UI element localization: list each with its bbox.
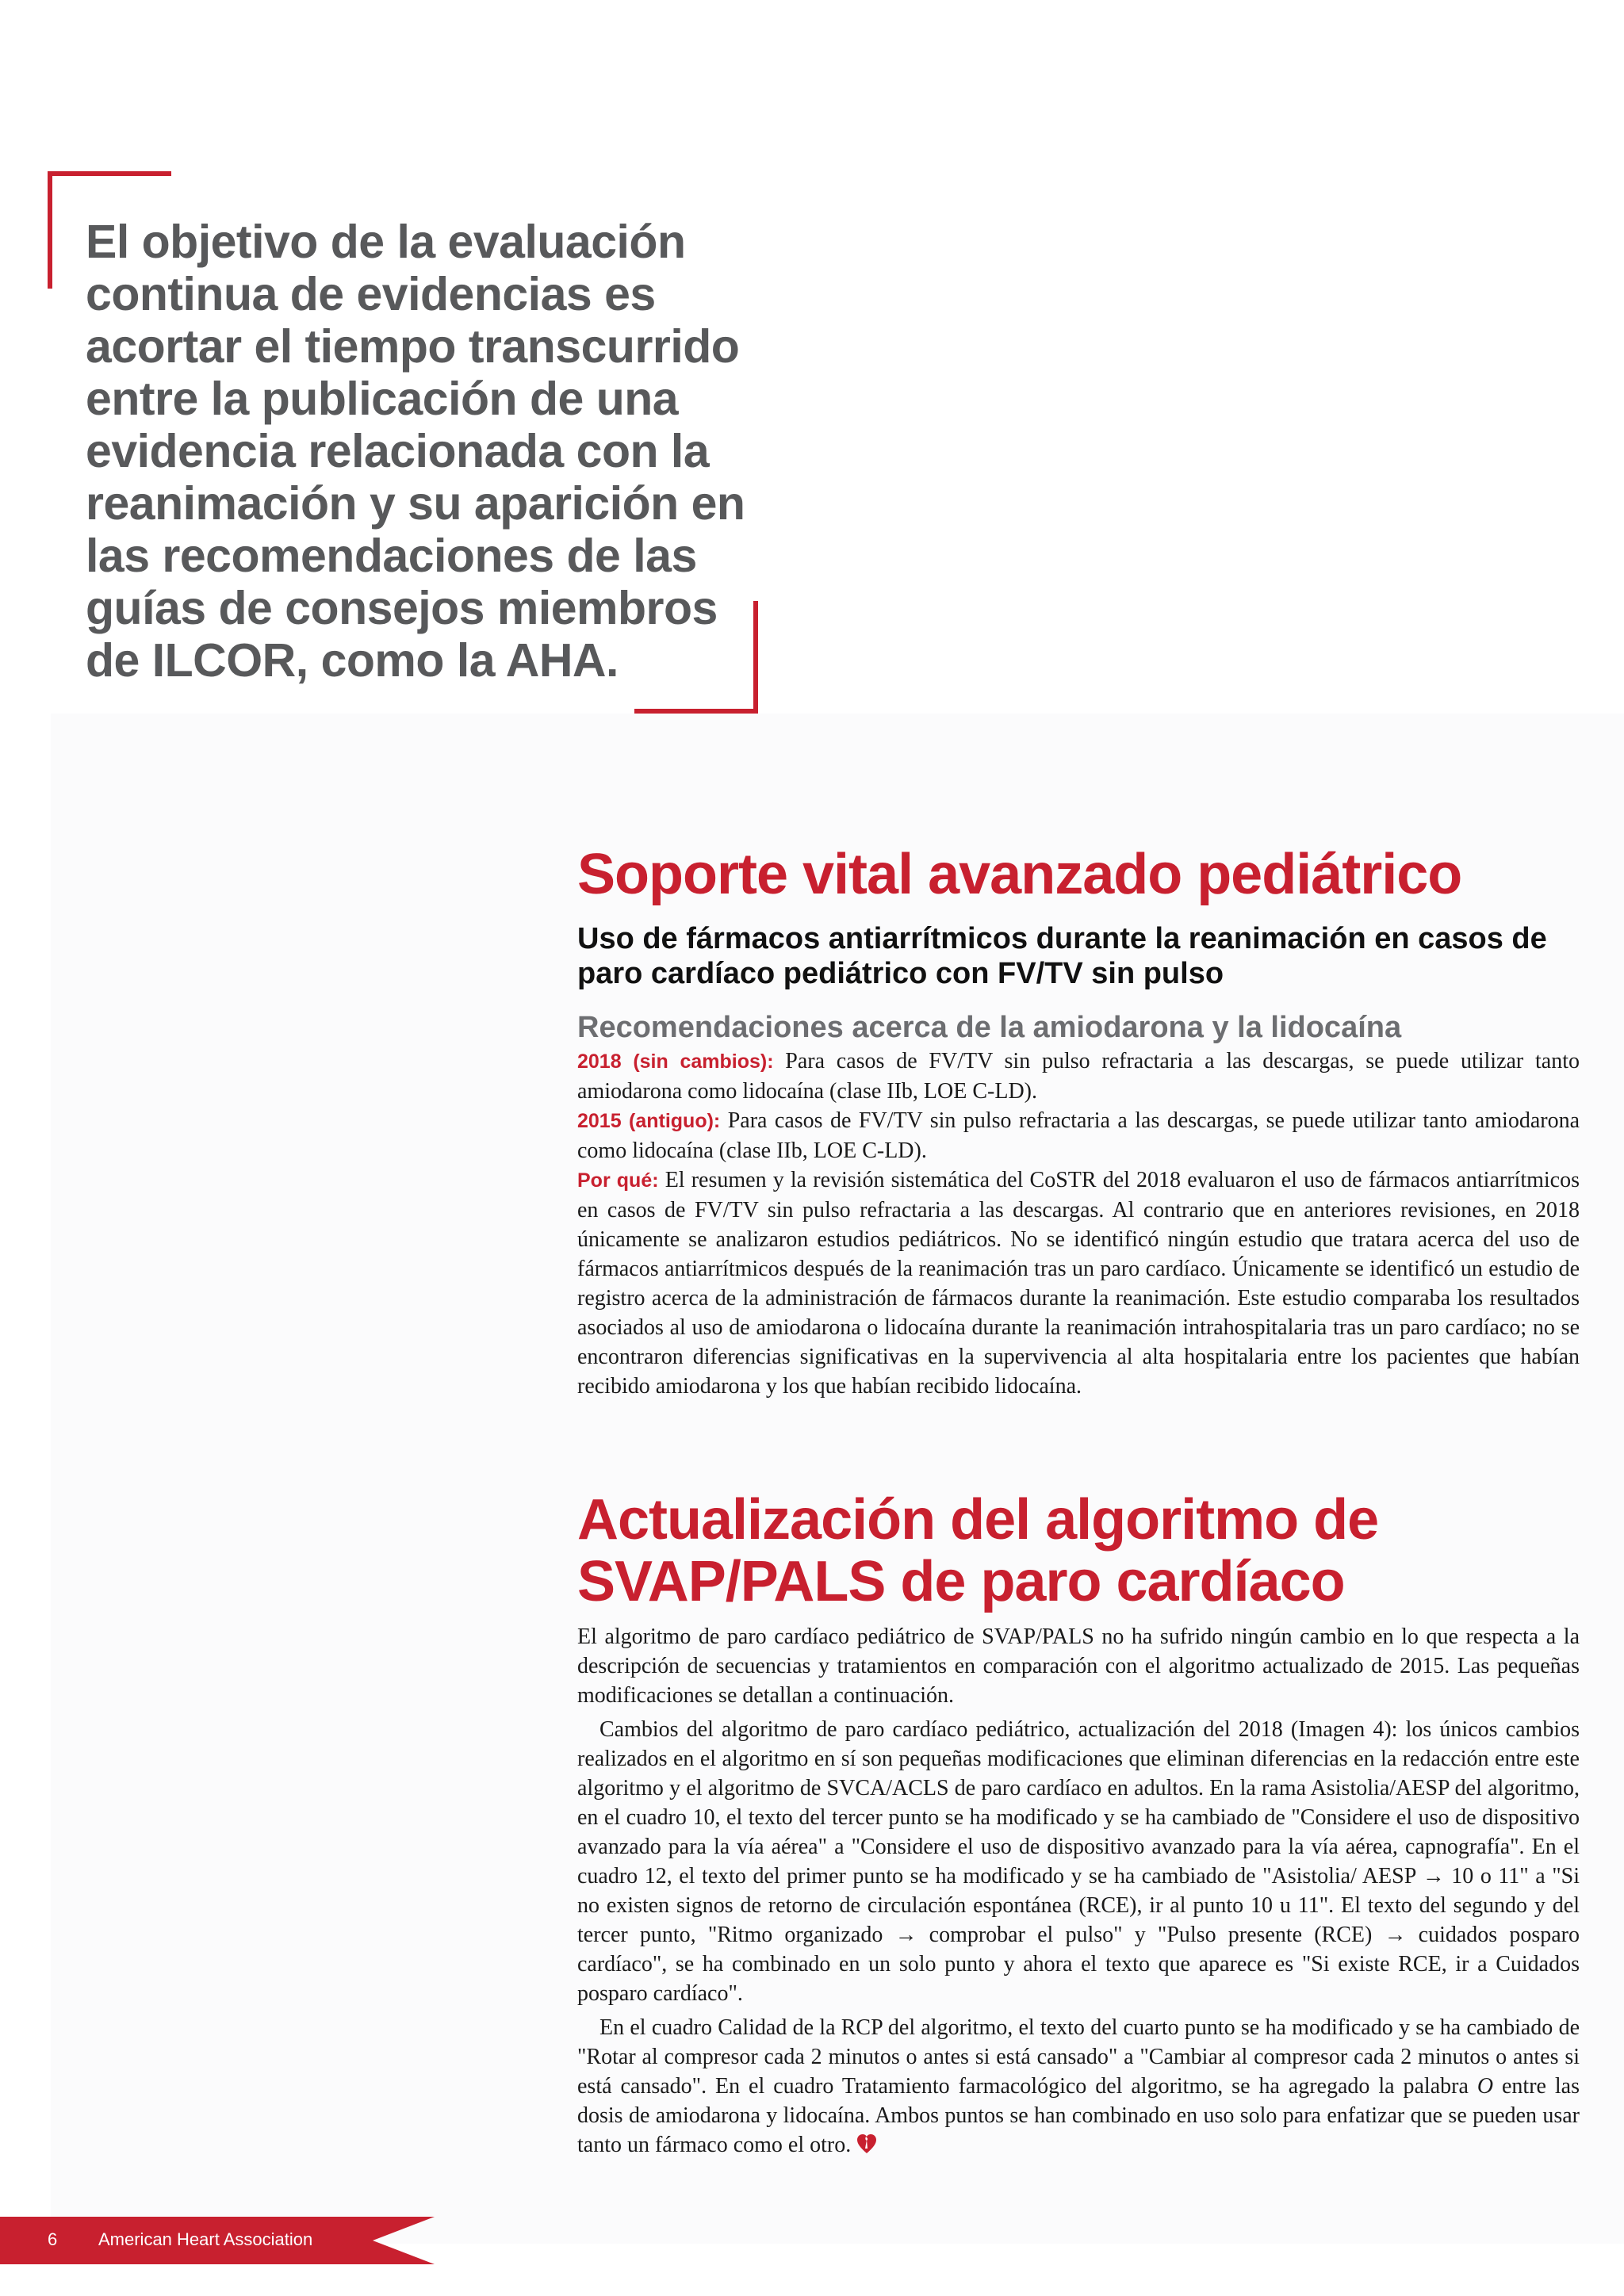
para3-end: entre las dosis de amiodarona y lidocaína. Ambos puntos se han combinado en uso solo para enfatizar que se pueden usar tanto un fármaco como el otro. (577, 2074, 1580, 2157)
footer-organization: American Heart Association (98, 2229, 313, 2249)
why-text: El resumen y la revisión sistemática del CoSTR del 2018 evaluaron el uso de fármacos antiarrítmicos en casos de FV/TV sin pulso refractaria a las descargas. Al contrario que en anteriores revisiones, en 2018 únicamente se analizaron estudios pediátricos. No se identificó ningún estudio que tratara acerca del uso de fármacos antiarrítmicos después de la reanimación tras un paro cardíaco. Únicamente se identificó un estudio de registro acerca de la administración de fármacos durante la reanimación. Este estudio comparaba los resultados asociados al uso de amiodarona o lidocaína durante la reanimación intrahospitalaria tras un paro cardíaco; no se encontraron diferencias significativas en la supervivencia al alta hospitalaria entre los pacientes que habían recibido amiodarona y los que habían recibido lidocaína. (577, 1168, 1580, 1399)
algorithm-paragraph-1: El algoritmo de paro cardíaco pediátrico de SVAP/PALS no ha sufrido ningún cambio en lo que respecta a la descripción de secuencias y tratamientos en comparación con el algoritmo actualizado de 2015. Las pequeñas modificaciones se detallan a continuación. (577, 1624, 1580, 1708)
rec-2018-label: 2018 (sin cambios): (577, 1050, 774, 1073)
quote-bracket-right (753, 601, 758, 714)
aha-heart-torch-icon (856, 2133, 878, 2155)
para3-italic: O (1477, 2074, 1494, 2099)
quote-bracket-bottom-right (634, 709, 758, 714)
algorithm-paragraph-2: Cambios del algoritmo de paro cardíaco pediátrico, actualización del 2018 (Imagen 4): los únicos cambios realizados en el algoritmo en sí son pequeñas modificaciones que eliminan diferencias en la redacción entre este algoritmo y el algoritmo de SVCA/ACLS de paro cardíaco en adultos. En la rama Asistolia/AESP del algoritmo, en el cuadro 10, el texto del tercer punto se ha modificado y se ha cambiado de "Considere el uso de dispositivo avanzado para la vía aérea" a "Considere el uso de dispositivo avanzado para la vía aérea, capnografía". En el cuadro 12, el texto del primer punto se ha modificado y se ha cambiado de "Asistolia/ AESP → 10 o 11" a "Si no existen signos de retorno de circulación espontánea (RCE), ir al punto 10 u 11". El texto del segundo y del tercer punto, "Ritmo organizado → comprobar el pulso" y "Pulso presente (RCE) → cuidados posparo cardíaco", se ha combinado en un solo punto y ahora el texto que aparece es "Si existe RCE, ir a Cuidados posparo cardíaco". (577, 1717, 1580, 2006)
algorithm-paragraph-3 (577, 2013, 1580, 2160)
quote-bracket-top-left (48, 171, 171, 176)
recommendations-heading: Recomendaciones acerca de la amiodarona y la lidocaína (577, 1011, 1402, 1044)
recommendation-2018 (577, 1047, 1580, 1106)
rec-2018-text: Para casos de FV/TV sin pulso refractaria a las descargas, se puede utilizar tanto amiodarona como lidocaína (clase IIb, LOE C-LD). (577, 1049, 1580, 1104)
page-number: 6 (48, 2229, 58, 2249)
recommendation-2015 (577, 1106, 1580, 1165)
rationale-paragraph (577, 1165, 1580, 1401)
quote-bracket-left (48, 171, 52, 289)
pull-quote: El objetivo de la evaluación continua de evidencias es acortar el tiempo transcurrido entre la publicación de una evidencia relacionada con la reanimación y su aparición en las recomendaciones de las guías de consejos miembros de ILCOR, como la AHA. (86, 216, 745, 687)
section-pals (577, 844, 1580, 1401)
rec-2015-label: 2015 (antiguo): (577, 1110, 721, 1132)
para3-start: En el cuadro Calidad de la RCP del algoritmo, el texto del cuarto punto se ha modificado y se ha cambiado de "Rotar al compresor cada 2 minutos o antes si está cansado" a "Cambiar al compresor cada 2 minutos o antes si está cansado". En el cuadro Tratamiento farmacológico del algoritmo, se ha agregado la palabra (577, 2015, 1580, 2099)
section-subtitle-antiarrhythmics: Uso de fármacos antiarrítmicos durante la reanimación en casos de paro cardíaco pediátrico con FV/TV sin pulso (577, 922, 1547, 990)
section-algorithm-update (577, 1489, 1580, 2160)
rec-2015-text: Para casos de FV/TV sin pulso refractaria a las descargas, se puede utilizar tanto amiodarona como lidocaína (clase IIb, LOE C-LD). (577, 1108, 1580, 1163)
section-title-pals: Soporte vital avanzado pediátrico (577, 843, 1462, 906)
why-label: Por qué: (577, 1169, 659, 1192)
section-title-algorithm: Actualización del algoritmo de SVAP/PALS de paro cardíaco (577, 1488, 1379, 1613)
